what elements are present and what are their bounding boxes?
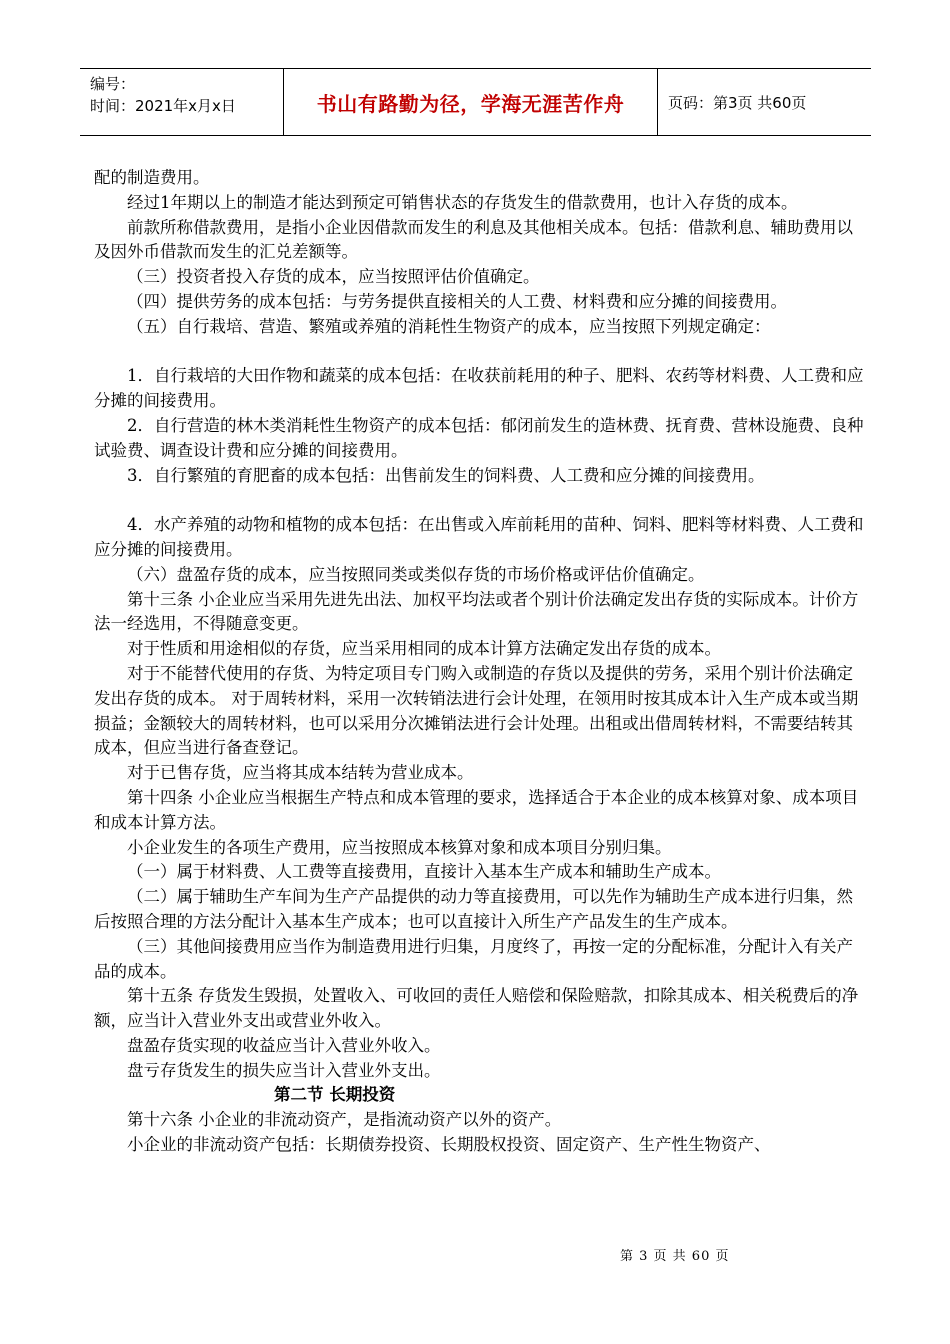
document-date: 时间：2021年x月x日 (90, 97, 236, 115)
paragraph: （五）自行栽培、营造、繁殖或养殖的消耗性生物资产的成本，应当按照下列规定确定： (127, 316, 771, 336)
paragraph: 小企业发生的各项生产费用，应当按照成本核算对象和成本项目分别归集。 (127, 837, 672, 857)
paragraph: 盘亏存货发生的损失应当计入营业外支出。 (127, 1060, 441, 1080)
paragraph: 对于已售存货，应当将其成本结转为营业成本。 (127, 763, 474, 783)
page-header (80, 68, 871, 136)
paragraph: 第十三条 小企业应当采用先进先出法、加权平均法或者个别计价法确定发出存货的实际成本。计价方法一经选用，不得随意变更。 (94, 589, 859, 634)
paragraph: 小企业的非流动资产包括：长期债券投资、长期股权投资、固定资产、生产性生物资产、 (127, 1135, 771, 1155)
header-motto: 书山有路勤为径，学海无涯苦作舟 (284, 69, 658, 135)
paragraph: （三）投资者投入存货的成本，应当按照评估价值确定。 (127, 267, 540, 287)
paragraph: 对于不能替代使用的存货、为特定项目专门购入或制造的存货以及提供的劳务，采用个别计价法确定发出存货的成本。 对于周转材料，采用一次转销法进行会计处理，在领用时按其成本计入生产成本或当期损益；金额较大的周转材料，也可以采用分次摊销法进行会计处理。出租或出借周转材料，不需要结转其成本，但应当进行备查登记。 (94, 663, 859, 758)
paragraph: 配的制造费用。 (94, 168, 210, 187)
paragraph: （二）属于辅助生产车间为生产产品提供的动力等直接费用，可以先作为辅助生产成本进行归集，然后按照合理的方法分配计入基本生产成本；也可以直接计入所生产产品发生的生产成本。 (94, 887, 853, 931)
document-body (94, 166, 864, 1158)
paragraph: 4．水产养殖的动物和植物的成本包括：在出售或入库前耗用的苗种、饲料、肥料等材料费、人工费和应分摊的间接费用。 (94, 515, 864, 559)
header-page-number: 页码：第3页 共60页 (668, 93, 807, 112)
paragraph: 1．自行栽培的大田作物和蔬菜的成本包括：在收获前耗用的种子、肥料、农药等材料费、人工费和应分摊的间接费用。 (94, 366, 864, 411)
paragraph: 对于性质和用途相似的存货，应当采用相同的成本计算方法确定发出存货的成本。 (127, 639, 721, 659)
section-heading: 第二节 长期投资 (274, 1085, 396, 1105)
paragraph: （三）其他间接费用应当作为制造费用进行归集，月度终了，再按一定的分配标准，分配计入有关产品的成本。 (94, 936, 853, 981)
paragraph: 第十五条 存货发生毁损，处置收入、可收回的责任人赔偿和保险赔款，扣除其成本、相关税费后的净额，应当计入营业外支出或营业外收入。 (94, 986, 859, 1031)
header-meta (80, 69, 284, 135)
paragraph: 经过1年期以上的制造才能达到预定可销售状态的存货发生的借款费用，也计入存货的成本。 (127, 192, 798, 212)
page-footer: 第 3 页 共 60 页 (620, 1249, 730, 1264)
paragraph: 3．自行繁殖的育肥畜的成本包括：出售前发生的饲料费、人工费和应分摊的间接费用。 (127, 465, 765, 485)
document-number: 编号： (90, 75, 136, 93)
paragraph: 第十六条 小企业的非流动资产，是指流动资产以外的资产。 (127, 1110, 562, 1130)
paragraph: （一）属于材料费、人工费等直接费用，直接计入基本生产成本和辅助生产成本。 (127, 862, 721, 882)
paragraph: 第十四条 小企业应当根据生产特点和成本管理的要求，选择适合于本企业的成本核算对象、成本项目和成本计算方法。 (94, 787, 859, 832)
paragraph: 2．自行营造的林木类消耗性生物资产的成本包括：郁闭前发生的造林费、抚育费、营林设施费、良种试验费、调查设计费和应分摊的间接费用。 (94, 415, 864, 460)
paragraph: （六）盘盈存货的成本，应当按照同类或类似存货的市场价格或评估价值确定。 (127, 564, 705, 584)
paragraph: 盘盈存货实现的收益应当计入营业外收入。 (127, 1035, 441, 1055)
paragraph: （四）提供劳务的成本包括：与劳务提供直接相关的人工费、材料费和应分摊的间接费用。 (127, 291, 787, 311)
paragraph: 前款所称借款费用，是指小企业因借款而发生的利息及其他相关成本。包括：借款利息、辅助费用以及因外币借款而发生的汇兑差额等。 (94, 217, 853, 262)
